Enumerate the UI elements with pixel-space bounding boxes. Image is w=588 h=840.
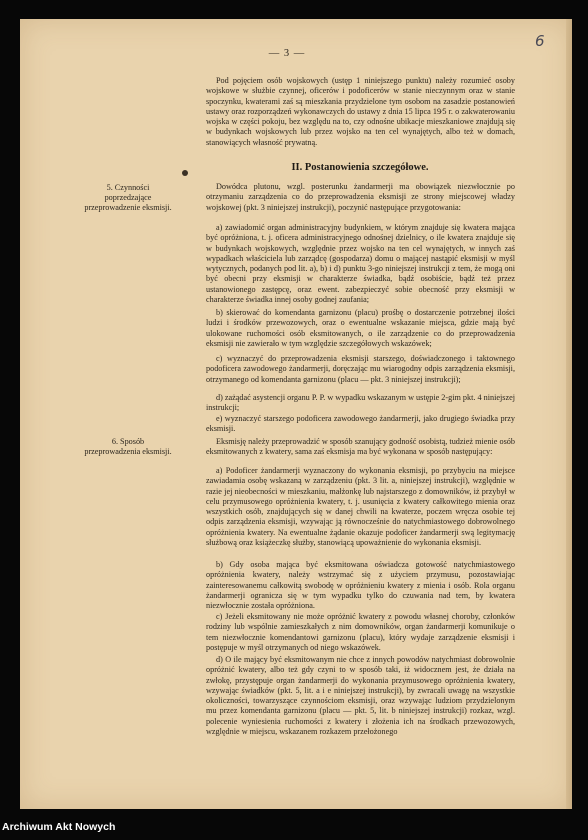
paragraph-6-b: b) Gdy osoba mająca być eksmitowana oświadcza gotowość natychmiastowego opróżnienia kwatery, należy wstrzymać się z użyciem przymusu, pozostawiając zainteresowanemu całkowitą swobodę w opróżnieniu kwatery z mienia i osób. Rola organu żandarmerji ogranicza się w tym wypadku tylko do czuwania nad tem, by kwatera niezwłocznie została opróżniona.: [206, 560, 515, 610]
paragraph-6-lead: Eksmisję należy przeprowadzić w sposób szanujący godność osobistą, tudzież mienie osób eksmitowanych z kwatery, sama zaś eksmisja ma być wykonana w sposób następujący:: [206, 437, 515, 457]
paragraph-5-lead: Dowódca plutonu, wzgl. posterunku żandarmerji ma obowiązek niezwłocznie po otrzymaniu zarządzenia co do przeprowadzenia eksmisji ze strony miejscowej władzy wojskowej (pkt. 3 niniejszej instrukcji), poczynić następujące przygotowania:: [206, 182, 515, 212]
paragraph-6-c: c) Jeżeli eksmitowany nie może opróżnić kwatery z powodu własnej choroby, członków rodziny lub wspólnie zamieszkałych z nim domowników, organ żandarmerji komunikuje o tem niezwłocznie komendantowi garnizonu (placu), który wydaje zarządzenie eksmisji i postępuje w myśl otrzymanych od niego wskazówek.: [206, 612, 515, 652]
paragraph-6-d: d) O ile mający być eksmitowanym nie chce z innych powodów natychmiast dobrowolnie opróżnić kwatery, albo też gdy czyni to w sposób taki, iż widocznem jest, że działa na zwłokę, przystępuje organ żandarmerji do wykonania przymusowego opróżnienia kwatery, wzywając świadków (pkt. 5, lit. a i e niniejszej instrukcji), by zwracali uwagę na wszystkie okoliczności, towarzyszące czynnościom eksmisji, oraz wzywając ludziom przydzielonym mu przez komendanta garnizonu (placu — pkt. 5, lit. b niniejszej instrukcji) rozkaz, wzgl. polecenie wyniesienia ruchomości z kwatery i złożenia ich na środkach przewozowych, względnie w miejscu, wskazanem rozkazem przełożonego: [206, 655, 515, 736]
archive-caption: Archiwum Akt Nowych: [2, 821, 116, 833]
margin-note-5: 5. Czynności poprzedzające przeprowadzenie eksmisji.: [84, 183, 172, 212]
punch-hole: [182, 170, 188, 176]
intro-paragraph: Pod pojęciem osób wojskowych (ustęp 1 niniejszego punktu) należy rozumieć osoby wojskowe w służbie czynnej, oficerów i podoficerów w stanie nieczynnym oraz w stanie spoczynku, kwaterami zaś są mieszkania przydzielone tym osobom na zasadzie postanowień ustawy oraz rozporządzeń wykonawczych do ustawy z dnia 15 lipca 19⁄5 r. o zakwaterowaniu wojska w części pokoju, bez względu na to, czy odnośne ubikacje mieszkaniowe znajdują się w budynkach wojskowych lub przez wojsko na ten cel wynajętych, albo też w domach, stanowiących własność prywatną.: [206, 76, 515, 147]
section-heading: II. Postanowienia szczegółowe.: [291, 162, 429, 173]
paragraph-5-a: a) zawiadomić organ administracyjny budynkiem, w którym znajduje się kwatera mająca być opróżniona, t. j. oficera administracyjnego odnośnej dzielnicy, o ile kwatera znajduje się w budynkach wojskowych, względnie przez wojsko na ten cel wynajętych, w innych zaś wypadkach właściciela lub zarządcę (gospodarza) domu o mającej nastąpić eksmisji w myśl wytycznych, podanych pod lit. a), b) i d) punktu 3-go niniejszej instrukcji z tem, że mogą oni być obecni przy eksmisji w charakterze świadka, bądź osobiście, bądź też przez ustanowionego zastępcę, oraz ewent. zabezpieczyć sobie obecność przy eksmisji w charakterze świadka innej osoby godnej zaufania;: [206, 223, 515, 304]
margin-note-6: 6. Sposób przeprowadzenia eksmisji.: [84, 437, 172, 456]
page-number: — 3 —: [268, 48, 306, 59]
paragraph-5-e: e) wyznaczyć starszego podoficera zawodowego żandarmerji, jako drugiego świadka przy eksmisji.: [206, 414, 515, 434]
paragraph-5-b: b) skierować do komendanta garnizonu (placu) prośbę o dostarczenie potrzebnej ilości ludzi i środków przewozowych, oraz o ewentualne wskazanie miejsca, gdzie mają być ulokowane ruchomości osób eksmitowanych, o ile zarządzenie co do przeprowadzenia eksmisji nie zawierało w tym względzie szczegółowych wskazówek;: [206, 308, 515, 348]
paragraph-6-a: a) Podoficer żandarmerji wyznaczony do wykonania eksmisji, po przybyciu na miejsce zawiadamia osobę wskazaną w zarządzeniu (pkt. 3 lit. a, niniejszej instrukcji), względnie w razie jej nieobecności w mieszkaniu, małżonkę lub najstarszego z domowników, iż przybył w celu przymusowego opróżnienia kwatery, t. j. usunięcia z kwatery całkowitego mienia oraz wszystkich osób, znajdujących się w danej chwili na kwaterze, poczem wręcza osobie tej odpis zarządzenia eksmisji, wzywając ją równocześnie do natychmiastowego dobrowolnego opróżnienia kwatery. Na ewentualne żądanie okazuje podoficer żandarmerji swą legitymację służbową oraz książeczkę służby, stanowiącą upoważnienie do wykonania eksmisji.: [206, 466, 515, 547]
handwritten-page-number: 6: [535, 32, 545, 50]
paragraph-5-d: d) zażądać asystencji organu P. P. w wypadku wskazanym w ustępie 2-gim pkt. 4 niniejszej instrukcji;: [206, 393, 515, 413]
paragraph-5-c: c) wyznaczyć do przeprowadzenia eksmisji starszego, doświadczonego i taktownego podoficera zawodowego żandarmerji, doręczając mu wiarogodny odpis zarządzenia eksmisji, otrzymanego od komendanta garnizonu (placu — pkt. 3 niniejszej instrukcji);: [206, 354, 515, 384]
